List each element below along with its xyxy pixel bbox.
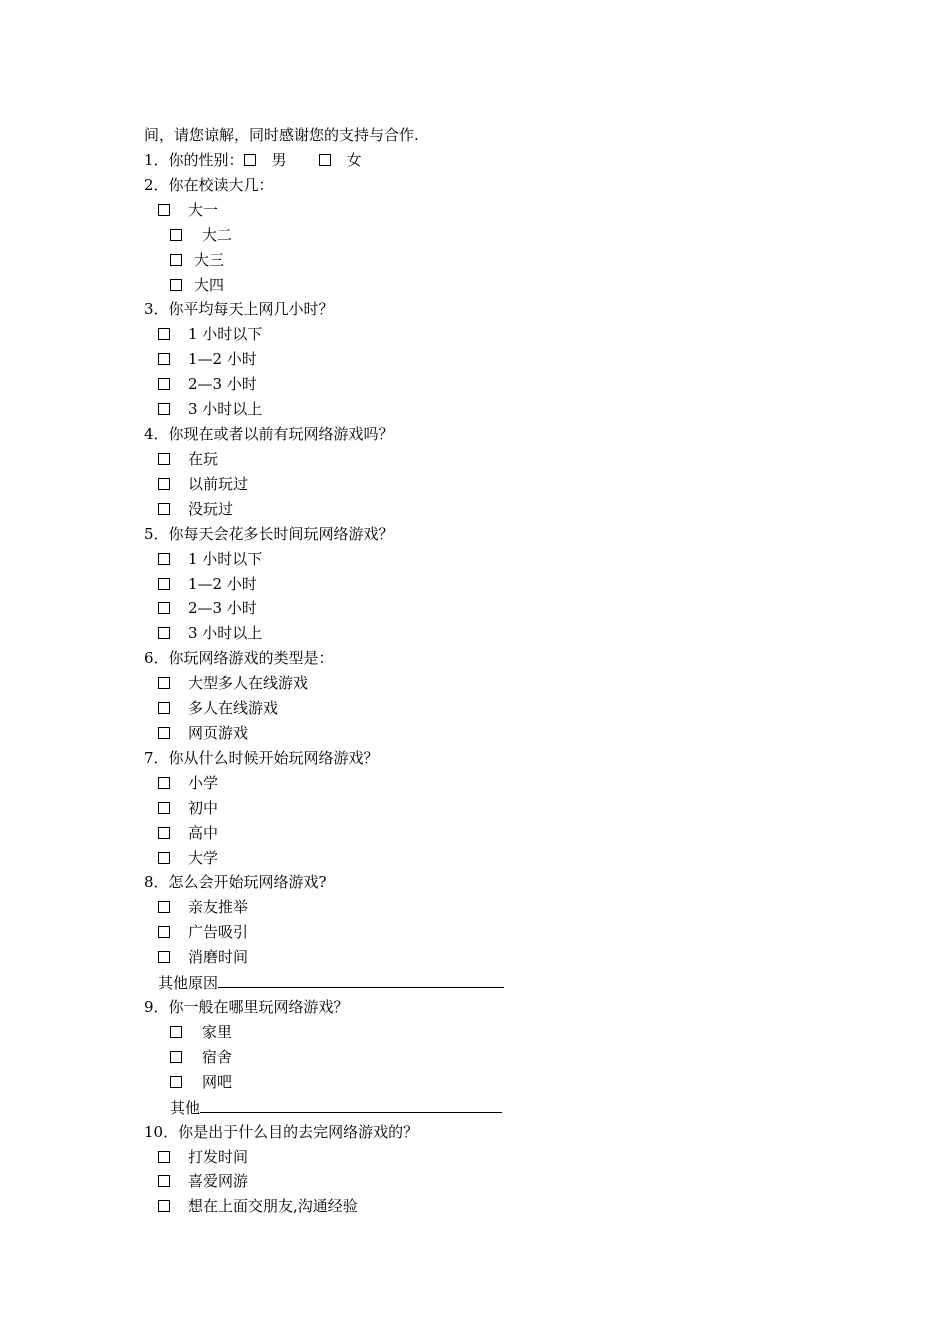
q7-option[interactable] [158, 821, 218, 845]
checkbox[interactable] [158, 353, 170, 365]
option-label: 宿舍 [202, 1048, 233, 1066]
q10-option[interactable] [158, 1169, 248, 1193]
checkbox[interactable] [170, 1051, 182, 1063]
checkbox[interactable] [158, 403, 170, 415]
q4-option[interactable] [158, 447, 218, 471]
checkbox-female[interactable] [319, 154, 331, 166]
checkbox[interactable] [158, 677, 170, 689]
checkbox[interactable] [158, 901, 170, 913]
checkbox[interactable] [158, 204, 170, 216]
checkbox[interactable] [158, 852, 170, 864]
q2-option[interactable] [158, 198, 218, 222]
other-place-input[interactable] [200, 1095, 502, 1113]
q9-other [170, 1095, 502, 1119]
option-label: 没玩过 [188, 500, 234, 518]
q8-option[interactable] [158, 945, 248, 969]
q5-option[interactable] [158, 547, 262, 571]
checkbox[interactable] [158, 702, 170, 714]
q9-option[interactable] [170, 1070, 232, 1094]
q8-option[interactable] [158, 895, 248, 919]
option-label: 在玩 [188, 450, 219, 468]
checkbox[interactable] [158, 827, 170, 839]
option-label: 家里 [202, 1023, 233, 1041]
checkbox[interactable] [170, 279, 182, 291]
checkbox[interactable] [158, 478, 170, 490]
option-male-label: 男 [271, 151, 287, 169]
checkbox[interactable] [158, 453, 170, 465]
option-label: 1 小时以下 [188, 550, 263, 568]
checkbox[interactable] [170, 1026, 182, 1038]
q5-option[interactable] [158, 596, 257, 620]
checkbox[interactable] [170, 1076, 182, 1088]
option-label: 初中 [188, 799, 219, 817]
checkbox[interactable] [158, 578, 170, 590]
checkbox[interactable] [158, 1175, 170, 1187]
question-6-label: 6．你玩网络游戏的类型是： [144, 649, 334, 667]
question-1 [144, 148, 362, 172]
option-label: 网吧 [202, 1073, 233, 1091]
checkbox[interactable] [170, 254, 182, 266]
option-label: 大一 [188, 201, 219, 219]
q4-option[interactable] [158, 472, 248, 496]
checkbox[interactable] [158, 553, 170, 565]
question-3-label: 3．你平均每天上网几小时？ [144, 300, 334, 318]
q5-option[interactable] [158, 621, 262, 645]
option-label: 1—2 小时 [188, 575, 257, 593]
checkbox[interactable] [158, 926, 170, 938]
checkbox[interactable] [158, 1151, 170, 1163]
option-label: 打发时间 [188, 1148, 249, 1166]
checkbox[interactable] [158, 1200, 170, 1212]
checkbox[interactable] [158, 602, 170, 614]
q7-option[interactable] [158, 846, 218, 870]
option-label: 大学 [188, 849, 219, 867]
checkbox[interactable] [158, 951, 170, 963]
option-female-label: 女 [346, 151, 362, 169]
option-label: 1 小时以下 [188, 325, 263, 343]
q3-option[interactable] [158, 322, 262, 346]
option-label: 高中 [188, 824, 219, 842]
option-label: 亲友推举 [188, 898, 249, 916]
q8-option[interactable] [158, 920, 248, 944]
question-4-label: 4．你现在或者以前有玩网络游戏吗？ [144, 425, 394, 443]
q7-option[interactable] [158, 796, 218, 820]
q3-option[interactable] [158, 372, 257, 396]
option-label: 大四 [194, 276, 225, 294]
checkbox[interactable] [158, 503, 170, 515]
question-2-label: 2．你在校读大几： [144, 176, 274, 194]
option-label: 大二 [202, 226, 233, 244]
checkbox[interactable] [158, 802, 170, 814]
q3-option[interactable] [158, 347, 257, 371]
q6-option[interactable] [158, 696, 278, 720]
q2-option[interactable] [170, 248, 224, 272]
option-label: 3 小时以上 [188, 400, 263, 418]
option-label: 大三 [194, 251, 225, 269]
option-label: 广告吸引 [188, 923, 249, 941]
question-10-label: 10．你是出于什么目的去完网络游戏的？ [144, 1123, 419, 1141]
q6-option[interactable] [158, 721, 248, 745]
option-label: 喜爱网游 [188, 1172, 249, 1190]
checkbox-male[interactable] [244, 154, 256, 166]
option-label: 以前玩过 [188, 475, 249, 493]
question-1-label: 1．你的性别： [144, 151, 244, 169]
option-label: 网页游戏 [188, 724, 249, 742]
checkbox[interactable] [158, 727, 170, 739]
q2-option[interactable] [170, 273, 224, 297]
q6-option[interactable] [158, 671, 308, 695]
checkbox[interactable] [158, 378, 170, 390]
q9-option[interactable] [170, 1020, 232, 1044]
q2-option[interactable] [170, 223, 232, 247]
q8-other [158, 970, 504, 994]
option-label: 消磨时间 [188, 948, 249, 966]
q10-option[interactable] [158, 1194, 358, 1218]
checkbox[interactable] [170, 229, 182, 241]
q5-option[interactable] [158, 572, 257, 596]
question-7-label: 7．你从什么时候开始玩网络游戏？ [144, 749, 379, 767]
q7-option[interactable] [158, 771, 218, 795]
option-label: 小学 [188, 774, 219, 792]
q10-option[interactable] [158, 1145, 248, 1169]
other-label: 其他原因 [158, 974, 219, 992]
option-label: 想在上面交朋友,沟通经验 [188, 1197, 358, 1215]
question-5-label: 5．你每天会花多长时间玩网络游戏？ [144, 525, 394, 543]
checkbox[interactable] [158, 777, 170, 789]
q4-option[interactable] [158, 497, 233, 521]
other-reason-input[interactable] [218, 970, 504, 988]
question-9-label: 9．你一般在哪里玩网络游戏？ [144, 998, 349, 1016]
checkbox[interactable] [158, 328, 170, 340]
intro-text: 间，请您谅解，同时感谢您的支持与合作. [144, 126, 419, 144]
option-label: 多人在线游戏 [188, 699, 279, 717]
option-label: 1—2 小时 [188, 350, 257, 368]
option-label: 大型多人在线游戏 [188, 674, 309, 692]
q3-option[interactable] [158, 397, 262, 421]
q9-option[interactable] [170, 1045, 232, 1069]
option-label: 2—3 小时 [188, 599, 257, 617]
option-label: 3 小时以上 [188, 624, 263, 642]
other-label: 其他 [170, 1099, 201, 1117]
question-8-label: 8．怎么会开始玩网络游戏? [144, 873, 327, 891]
option-label: 2—3 小时 [188, 375, 257, 393]
checkbox[interactable] [158, 627, 170, 639]
